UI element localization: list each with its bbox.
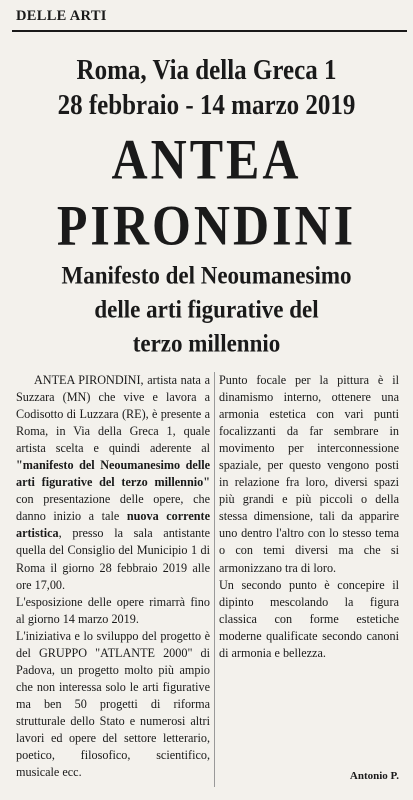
paragraph-1-text-e: , presso la sala antistante quella del Consiglio del Municipio 1 di Roma il giorno 28 febbraio 2019 alle ore 17,00. xyxy=(16,526,210,592)
author-signature: Antonio P. xyxy=(349,770,399,782)
artist-first-name: ANTEA xyxy=(111,126,302,192)
venue-line: Roma, Via della Greca 1 xyxy=(76,55,337,86)
subtitle-line-1: Manifesto del Neoumanesimo xyxy=(61,261,352,289)
manifesto-title: "manifesto del Neoumanesimo delle arti figurative del terzo millennio" xyxy=(16,458,210,490)
paragraph-1 xyxy=(16,372,210,594)
column-divider xyxy=(214,372,215,787)
paragraph-3: L'iniziativa e lo sviluppo del progetto è del GRUPPO "ATLANTE 2000" di Padova, un progetto molto più ampio che non interessa solo le arti figurative ma ben 50 progetti di riforma strutturale dello Stato e numerosi altri lavori ed opere del settore letterario, poetico, filosofico, scientifico, musicale ecc. xyxy=(16,628,210,780)
article-column-left xyxy=(16,372,210,781)
section-label: DELLE ARTI xyxy=(16,8,107,24)
paragraph-1-text-c: con presentazione delle opere, che danno inizio a tale xyxy=(16,492,210,524)
dates-line: 28 febbraio - 14 marzo 2019 xyxy=(57,90,356,121)
new-movement-label: nuova corrente artistica xyxy=(16,509,210,541)
subtitle-line-3: terzo millennio xyxy=(132,329,281,357)
paragraph-1-text-a: ANTEA PIRONDINI, artista nata a Suzzara (MN) che vive e lavora a Codisotto di Luzzara (RE), è presente a Roma, in Via della Greca 1, quale artista scelta e quindi aderente al xyxy=(16,373,210,456)
subtitle-line-2: delle arti figurative del xyxy=(94,295,319,323)
article-subtitle xyxy=(0,258,413,360)
artist-last-name: PIRONDINI xyxy=(56,192,357,258)
paragraph-5: Un secondo punto è concepire il dipinto mescolando la figura classica con forme estetiche moderne qualificate secondo canoni di armonia e bellezza. xyxy=(219,577,399,660)
article-column-right xyxy=(219,372,399,662)
paragraph-2: L'esposizione delle opere rimarrà fino al giorno 14 marzo 2019. xyxy=(16,594,210,626)
paragraph-4: Punto focale per la pittura è il dinamismo interno, ottenere una armonia estetica con vari punti focalizzanti da far sembrare in movimento per interconnessione spaziale, per questo vengono posti in relazione fra loro, diversi spazi più grandi e più piccoli o della stessa dimensione, tali da apparire uno dentro l'altro con lo stesso tema o con temi diversi ma che si armonizzano tra di loro. xyxy=(219,373,399,575)
header-rule xyxy=(12,30,407,32)
